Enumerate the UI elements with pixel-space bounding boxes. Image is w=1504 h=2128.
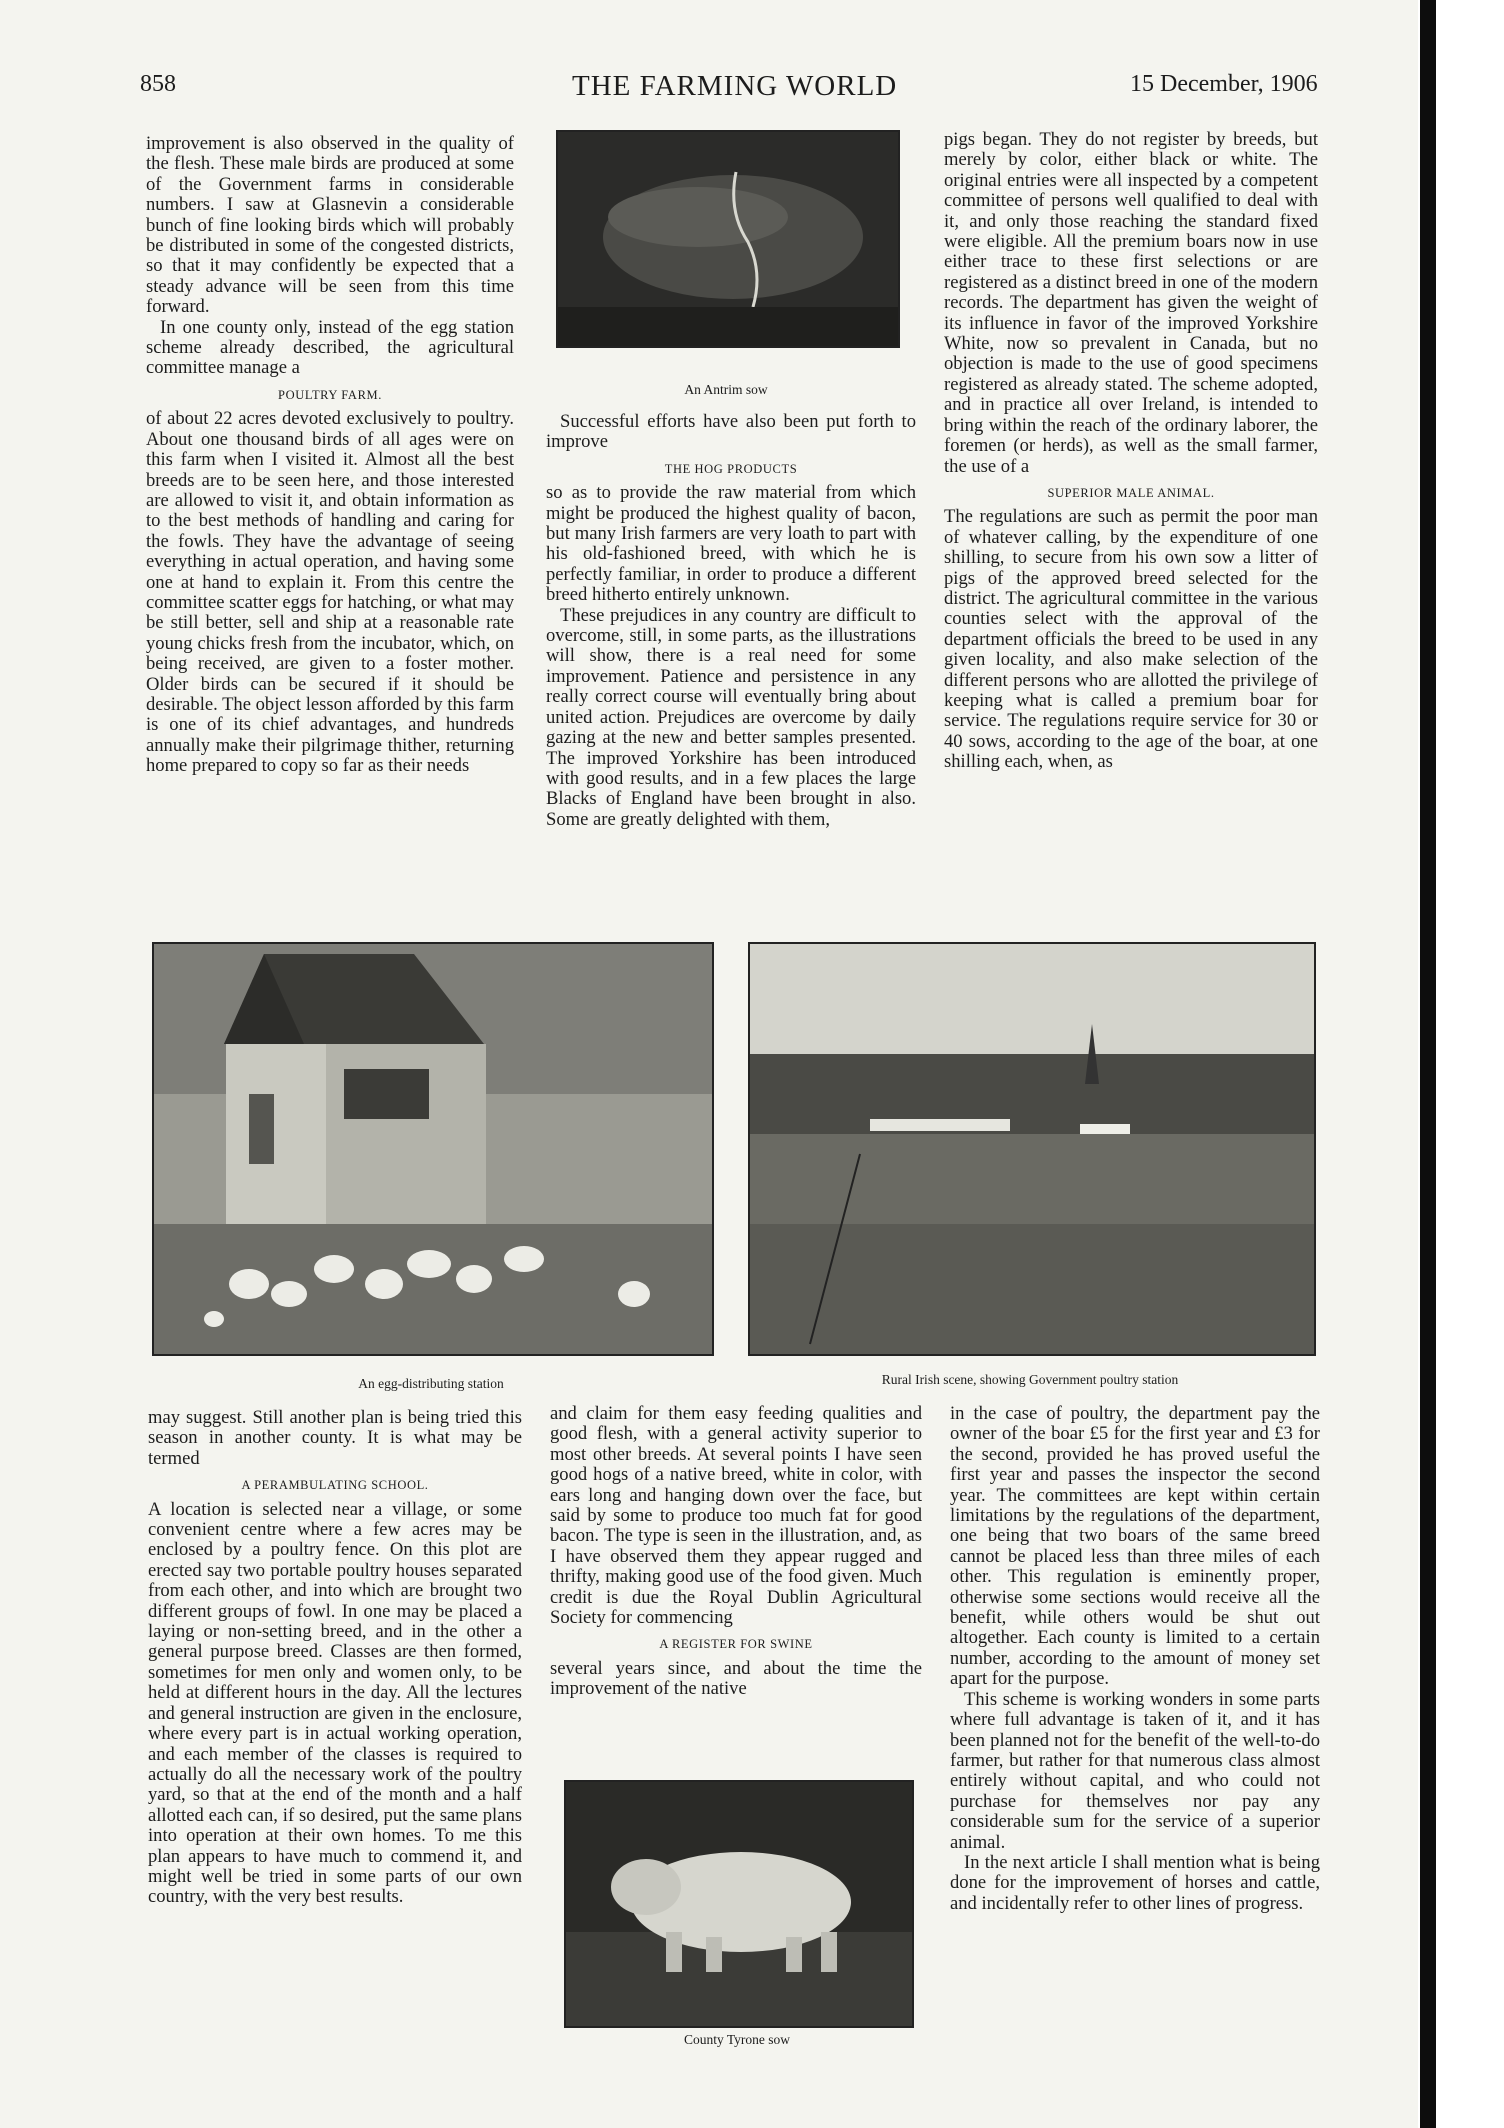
paragraph: of about 22 acres devoted exclusively to poultry. About one thousand birds of all ages were on this farm when I visited it. Almost all the best breeds are to be seen here, and those interested are allowed to visit it, and obtain information as to the best methods of handling and caring for the fowls. They have the advantage of seeing everything in actual operation, and having some one at hand to explain it. From this centre the committee scatter eggs for hatching, or what may be still better, sell and ship at a reasonable rate young chicks fresh from the incubator, which, on being received, are given to a foster mother. Older birds can be secured if it should be desirable. The object lesson afforded by this farm is one of its chief advantages, and hundreds annually make their pilgrimage thither, returning home prepared to copy so far as their needs bbox=[146, 408, 514, 777]
page-edge bbox=[1418, 0, 1504, 2128]
column-bottom-right bbox=[950, 1404, 1320, 1914]
section-heading-hog-products: THE HOG PRODUCTS bbox=[664, 461, 798, 476]
paragraph: and claim for them easy feeding qualities and good flesh, with a general activity superior to most other breeds. At several points I have seen good hogs of a native breed, white in color, with ears long and hanging down over the face, but said by some to produce too much fat for good bacon. The type is seen in the illustration, and, as I have observed them they appear rugged and thrifty, making good use of the food given. Much credit is due the Royal Dublin Agricultural Society for commencing bbox=[550, 1403, 922, 1629]
paragraph: so as to provide the raw material from which might be produced the highest quality of bacon, but many Irish farmers are very loath to part with his old-fashioned breed, with which he is perfectly familiar, in order to produce a different breed hitherto entirely unknown. bbox=[546, 482, 916, 606]
paragraph: Successful efforts have also been put forth to improve bbox=[546, 411, 916, 453]
caption-antrim-sow: An Antrim sow bbox=[684, 382, 768, 397]
paragraph: In one county only, instead of the egg station scheme already described, the agricultural committee manage a bbox=[146, 316, 514, 379]
paragraph: A location is selected near a village, or some convenient centre where a few acres may be enclosed by a poultry fence. On this plot are erected say two portable poultry houses separated from each other, and into which are brought two different groups of fowl. In one may be placed a laying or non-setting breed, and in the other a general purpose breed. Classes are then formed, sometimes for men only and women only, to be held at different hours in the day. All the lectures and general instruction are given in the enclosure, where every part is in actual working operation, and each member of the classes is required to actually do all the necessary work of the poultry yard, so that at the end of the month and a half allotted each can, if so desired, put the same plans into operation at their own homes. To me this plan appears to have much to commend it, and might well be tried in some parts of our own country, with the very best results. bbox=[148, 1498, 522, 1908]
antrim-sow-photo bbox=[556, 130, 900, 348]
column-top-right bbox=[944, 130, 1318, 773]
paragraph: pigs began. They do not register by breeds, but merely by color, either black or white. The original entries were all inspected by a competent committee of persons well qualified to deal with it, and only those reaching the standard fixed were eligible. All the premium boars now in use either trace to these first selections or are registered as a distinct breed in one of the modern records. The department has given the weight of its influence in favor of the improved Yorkshire White, now so prevalent in Canada, but no objection is made to the use of good specimens registered as already stated. The scheme adopted, and in practice all over Ireland, is intended to bring within the reach of the ordinary laborer, the foremen (or herds), as well as the small farmer, the use of a bbox=[944, 129, 1318, 477]
paragraph: improvement is also observed in the quality of the flesh. These male birds are produced at some of the Government farms in considerable numbers. I saw at Glasnevin a considerable bunch of fine looking birds which will probably be distributed in some of the congested districts, so that it may confidently be expected that a steady advance will be seen from this time forward. bbox=[146, 133, 514, 318]
paragraph: This scheme is working wonders in some parts where full advantage is taken of it, and it has been planned not for the benefit of the well-to-do farmer, but rather for that numerous class almost entirely without capital, and who could not purchase for themselves nor pay any considerable sum for the service of a superior animal. bbox=[950, 1688, 1320, 1853]
paragraph: The regulations are such as permit the poor man of whatever calling, by the expenditure of one shilling, to secure from his own sow a litter of pigs of the approved breed selected for the district. The agricultural committee in the various counties select with the approval of the department officials the breed to be used in any given locality, and also make selection of the different persons who are allotted the privilege of keeping what is called a premium boar for service. The regulations require service for 30 or 40 sows, according to the age of the boar, at one shilling each, when, as bbox=[944, 506, 1318, 773]
paragraph: may suggest. Still another plan is being tried this season in another county. It is what may be termed bbox=[148, 1407, 522, 1469]
paragraph: In the next article I shall mention what is being done for the improvement of horses and cattle, and incidentally refer to other lines of progress. bbox=[950, 1851, 1320, 1914]
egg-station-photo bbox=[152, 942, 714, 1356]
issue-date: 15 December, 1906 bbox=[1130, 71, 1318, 97]
column-top-left bbox=[146, 134, 514, 777]
tyrone-sow-photo bbox=[564, 1780, 914, 2028]
paragraph: These prejudices in any country are difficult to overcome, still, in some parts, as the illustrations will show, there is a real need for some improvement. Patience and persistence in any really correct course will eventually bring about united action. Prejudices are overcome by daily gazing at the new and better samples presented. The improved Yorkshire has been introduced with good results, and in a few places the large Blacks of England have been brought in also. Some are greatly delighted with them, bbox=[546, 604, 916, 830]
section-heading-superior-male-animal: SUPERIOR MALE ANIMAL. bbox=[1047, 485, 1215, 500]
paragraph: several years since, and about the time the improvement of the native bbox=[550, 1657, 922, 1700]
page-number: 858 bbox=[140, 71, 176, 97]
caption-rural-scene: Rural Irish scene, showing Government poultry station bbox=[881, 1372, 1179, 1387]
column-top-middle bbox=[546, 412, 916, 830]
column-bottom-left bbox=[148, 1408, 522, 1908]
column-bottom-middle bbox=[550, 1404, 922, 1700]
gutter-line bbox=[1420, 0, 1436, 2128]
caption-egg-station: An egg-distributing station bbox=[358, 1376, 504, 1391]
paragraph: in the case of poultry, the department pay the owner of the boar £5 for the first year and £3 for the second, provided he has proved useful the first year and passes the inspector the second year. The committees are kept within certain limitations by the regulations of the department, one being that two boars of the same breed cannot be placed less than three miles of each other. This regulation is eminently proper, otherwise some sections would receive all the benefit, while others would be shut out altogether. Each county is limited to a certain number, according to the amount of money set apart for the purpose. bbox=[950, 1403, 1320, 1690]
section-heading-poultry-farm: POULTRY FARM. bbox=[278, 387, 382, 402]
caption-tyrone-sow: County Tyrone sow bbox=[683, 2032, 791, 2047]
publication-title: THE FARMING WORLD bbox=[572, 70, 898, 102]
rural-scene-photo bbox=[748, 942, 1316, 1356]
section-heading-register-for-swine: A REGISTER FOR SWINE bbox=[659, 1637, 813, 1652]
section-heading-perambulating-school: A PERAMBULATING SCHOOL. bbox=[241, 1478, 429, 1493]
